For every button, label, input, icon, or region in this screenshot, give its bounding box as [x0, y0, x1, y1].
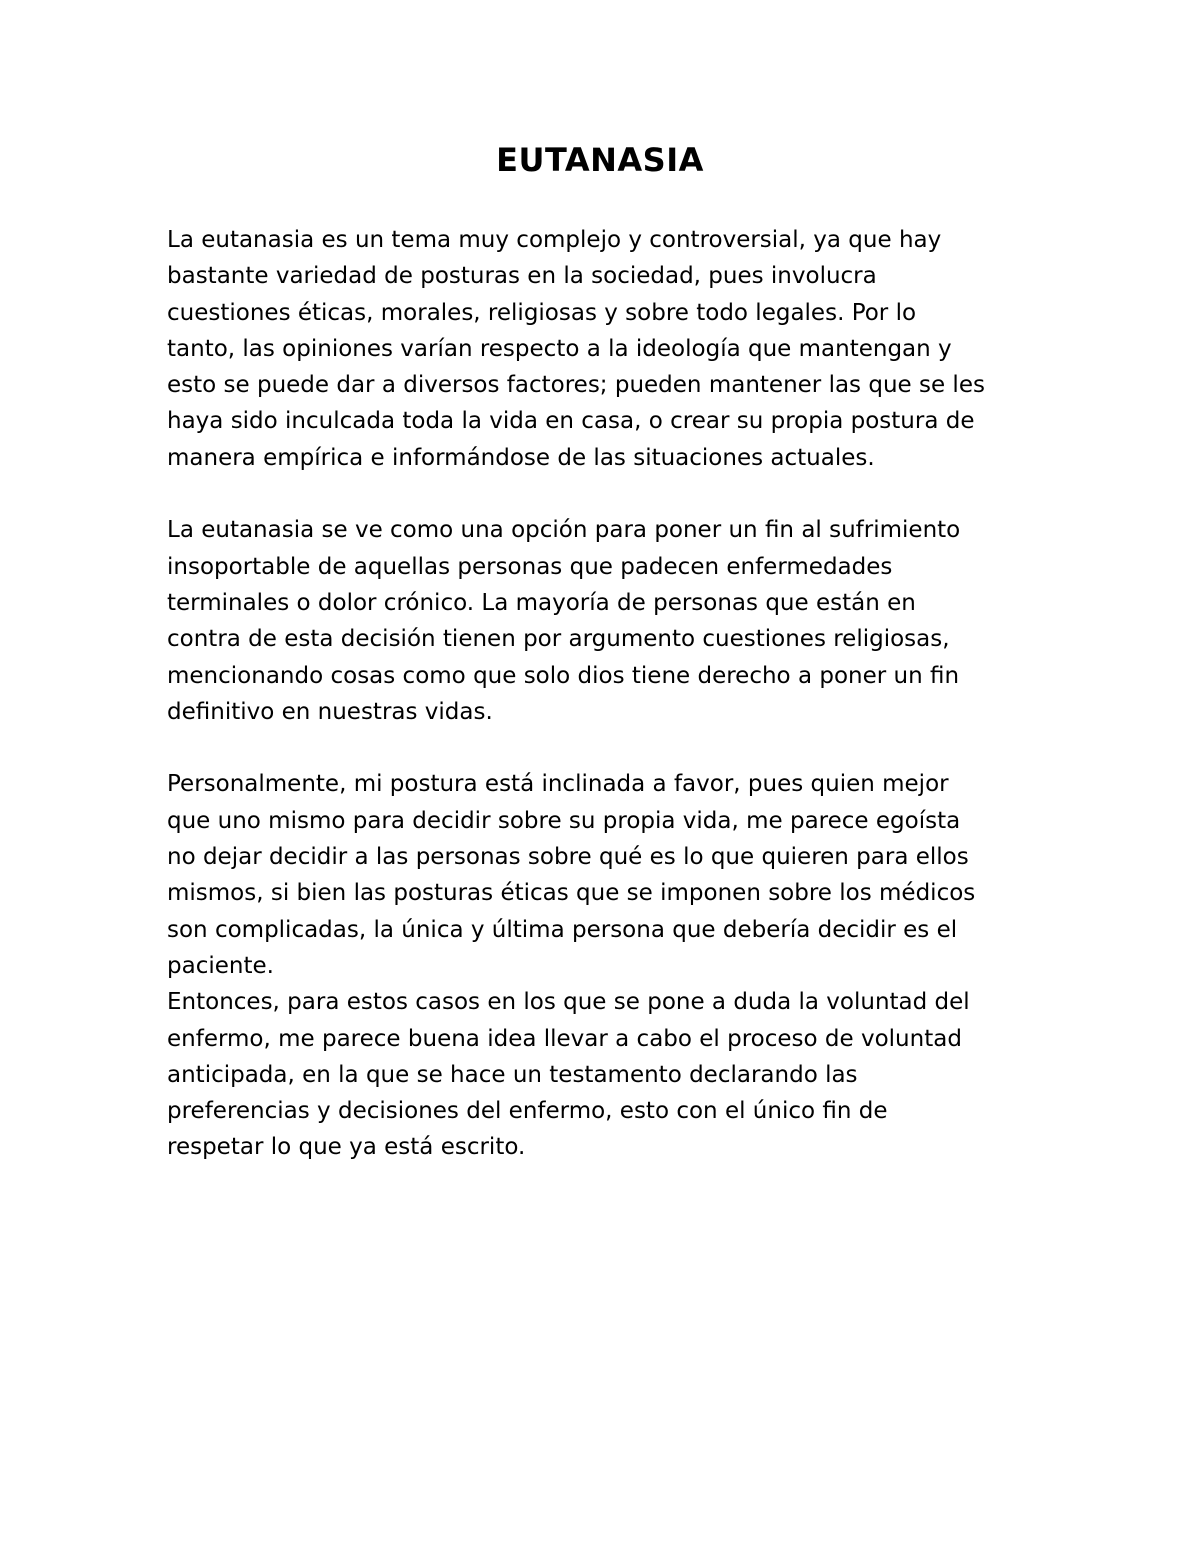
text-line: que uno mismo para decidir sobre su propia vida, me parece egoísta: [167, 807, 961, 834]
document-body: [167, 222, 1047, 1166]
document-title: EUTANASIA: [496, 141, 704, 179]
paragraph-2: [167, 512, 1047, 730]
text-line: respetar lo que ya está escrito.: [167, 1134, 526, 1161]
text-line: son complicadas, la única y última persona que debería decidir es el: [167, 916, 958, 943]
text-line: contra de esta decisión tienen por argumento cuestiones religiosas,: [167, 626, 950, 653]
text-line: haya sido inculcada toda la vida en casa, o crear su propia postura de: [167, 408, 975, 435]
text-line: tanto, las opiniones varían respecto a la ideología que mantengan y: [167, 335, 952, 362]
text-line: no dejar decidir a las personas sobre qué es lo que quieren para ellos: [167, 844, 969, 871]
text-line: mencionando cosas como que solo dios tiene derecho a poner un fin: [167, 662, 960, 689]
text-line: enfermo, me parece buena idea llevar a cabo el proceso de voluntad: [167, 1025, 962, 1052]
text-line: anticipada, en la que se hace un testamento declarando las: [167, 1061, 858, 1088]
paragraph-spacer: [167, 730, 1047, 766]
text-line: Personalmente, mi postura está inclinada a favor, pues quien mejor: [167, 771, 949, 798]
text-line: manera empírica e informándose de las situaciones actuales.: [167, 444, 875, 471]
text-line: La eutanasia se ve como una opción para poner un fin al sufrimiento: [167, 517, 961, 544]
text-line: esto se puede dar a diversos factores; pueden mantener las que se les: [167, 372, 985, 399]
text-line: insoportable de aquellas personas que padecen enfermedades: [167, 553, 893, 580]
paragraph-1: [167, 222, 1047, 476]
text-line: terminales o dolor crónico. La mayoría de personas que están en: [167, 589, 916, 616]
text-line: preferencias y decisiones del enfermo, esto con el único fin de: [167, 1098, 888, 1125]
text-line: cuestiones éticas, morales, religiosas y sobre todo legales. Por lo: [167, 299, 917, 326]
paragraph-spacer: [167, 476, 1047, 512]
paragraph-3: [167, 766, 1047, 984]
text-line: bastante variedad de posturas en la sociedad, pues involucra: [167, 263, 877, 290]
text-line: Entonces, para estos casos en los que se pone a duda la voluntad del: [167, 989, 970, 1016]
text-line: mismos, si bien las posturas éticas que se imponen sobre los médicos: [167, 880, 976, 907]
text-line: paciente.: [167, 952, 274, 979]
text-line: La eutanasia es un tema muy complejo y controversial, ya que hay: [167, 227, 942, 253]
text-line: definitivo en nuestras vidas.: [167, 698, 493, 725]
paragraph-4: [167, 984, 1047, 1165]
